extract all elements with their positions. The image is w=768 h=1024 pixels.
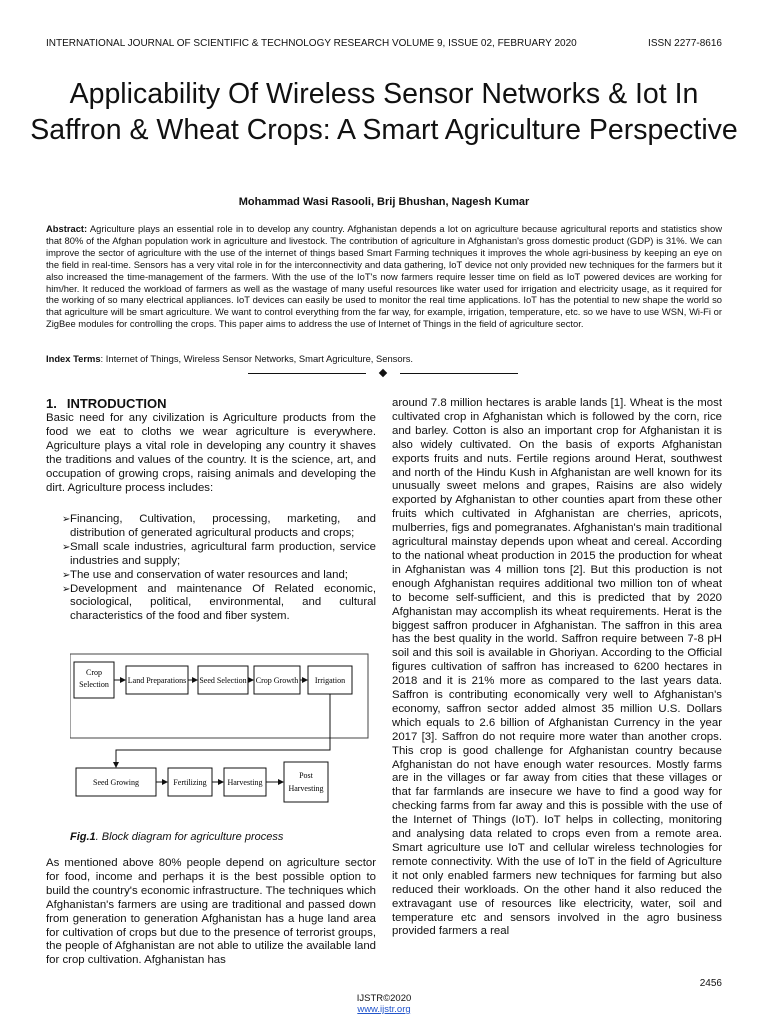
node-seed-growing (76, 768, 156, 796)
figure-caption-text: . Block diagram for agriculture process (95, 831, 284, 843)
svg-text:Post: Post (299, 771, 313, 780)
list-item: ➢ Small scale industries, agricultural farm production, service industries and supply; (62, 540, 376, 567)
abstract-label: Abstract: (46, 223, 88, 234)
section-heading (46, 396, 177, 411)
page-footer (0, 993, 768, 1015)
page-number: 2456 (699, 978, 722, 989)
arrow-bullet-icon: ➢ (62, 583, 71, 595)
svg-text:Harvesting: Harvesting (227, 778, 263, 787)
paper-title: Applicability Of Wireless Sensor Networks & Iot In Saffron & Wheat Crops: A Smart Agriculture Perspective (30, 78, 738, 146)
svg-text:Crop Growth: Crop Growth (255, 676, 299, 685)
journal-name: INTERNATIONAL JOURNAL OF SCIENTIFIC & TECHNOLOGY RESEARCH VOLUME 9, ISSUE 02, FEBRUARY 2020 (46, 38, 577, 49)
divider-line-right (400, 373, 518, 374)
node-irrigation (308, 666, 352, 694)
node-fertilizing (168, 768, 212, 796)
figure-label: Fig.1 (70, 831, 96, 843)
section-number: 1. (46, 396, 57, 411)
divider-line-left (248, 373, 366, 374)
abstract-text: Agriculture plays an essential role in to develop any country. Afghanistan depends a lot on agriculture because agricultural reports and statistics show that 80% of the Afghan population work in agriculture and livestock. The contribution of agriculture in Afghanistan's gross domestic product (GDP) is 31%. We can improve the sector of agriculture with the use of the internet of things based Smart Farming techniques it improves the whole agri-business by keeping an eye on the field in real-time. Sensors has a very vital role in for the interconnectivity and data gathering, IoT device not only provided new techniques for the farmers but it also increased the time-management of the farmers. With the use of the IoT's now farmers require lesser time on field as IoT powered devices are working for him/her. It reduced the workload of farmers as well as the wastage of many useful resources like water used for irrigation and electricity usage, as it required for the working of so many electrical appliances. IoT devices can easily be used to monitor the real time applications. IoT has the potential to new shape the world so that agriculture will be smart agriculture. We want to control everything from the far way, for example, irrigation, temperature, etc. so we have to use WSN, Wi-Fi or ZigBee modules for controlling the crops. This paper aims to address the use of Internet of Things in the field of agriculture sector. (46, 223, 722, 330)
right-column-text: around 7.8 million hectares is arable lands [1]. Wheat is the most cultivated crop in Afghanistan which is followed by the corn, rice and barley. Cotton is also an important crop for Afghanistan it is also widely cultivated. On the basis of exports Afghanistan exports fruits and nuts. Fertile regions around Herat, southwest and north of the Hindu Kush in Afghanistan are well known for its unusually sweet melons and grapes, Raisins are also widely exported by Afghanistan to other counties apart from these other fruits which cultivated in Afghanistan are cherries, apricots, mulberries, figs and pomegranates. Afghanistan's main traditional agricultural mainstay depends upon wheat and cereal. According to the national wheat production in 2015 the production for wheat in Afghanistan was 4 million tons [2]. But this production is not enough Afghanistan requires additional two million ton of wheat to become self-sufficient, and this is predicted that by 2020 Afghanistan may accomplish its wheat requirements. Herat is the biggest saffron producer in Afghanistan. The saffron in this area has the best quality in the world. Saffron require between 7-8 pH soil and this soil is available in Ghoriyan. According to the Official figures cultivation of saffron has increased to 6200 hectares in 2018 and it is 21% more as compared to the last years data. Saffron is contributing economically very well to Afghanistan's economy, saffron sector added almost 35 million U.S. Dollars which equals to 2.6 billion of Afghanistan Currency in the year 2017 [3]. Saffron do not require more water than another crops. This crop is good challenge for Afghanistan country because Afghanistan do not have enough water resources. Mostly farms are in the villages or far away from cities that these villages or that far farmlands are insecure we have to find a good way for checking farms from far away and this is possible with the use of the Internet of Things (IoT). IoT helps in collecting, monitoring and analysing data related to crops even from a remote area. Smart agriculture use IoT and cellular wireless technologies for remote connectivity. With the use of IoT in the field of Agriculture it not only enabled farmers new techniques for farming but also reduced their workloads. On the other hand it also reduced the extravagant use of resources like electricity, water, soil and temperature etc and sensors involved in the agro business provided farmers a real (392, 397, 722, 938)
index-terms-text: : Internet of Things, Wireless Sensor Networks, Smart Agriculture, Sensors. (100, 353, 413, 364)
list-item: ➢ Development and maintenance Of Related economic, sociological, political, environmental, and cultural characteristics of the food and fiber system. (62, 582, 376, 623)
abstract (46, 223, 722, 330)
arrow-bullet-icon: ➢ (62, 541, 71, 553)
divider-diamond-icon (379, 369, 387, 377)
svg-text:Seed Selection: Seed Selection (199, 676, 247, 685)
arrow-bullet-icon: ➢ (62, 569, 71, 581)
process-list (46, 513, 376, 624)
node-seed-selection (198, 666, 248, 694)
svg-text:Harvesting: Harvesting (288, 784, 324, 793)
section-title: INTRODUCTION (66, 396, 167, 411)
arrow-bullet-icon: ➢ (62, 514, 71, 525)
node-post-harvesting (284, 762, 328, 802)
index-terms-label: Index Terms (46, 353, 101, 364)
svg-text:Land Preparations: Land Preparations (127, 676, 187, 685)
section-divider (0, 368, 768, 380)
figure-caption (70, 831, 283, 843)
svg-text:Irrigation: Irrigation (314, 676, 346, 685)
svg-text:Fertilizing: Fertilizing (173, 778, 207, 787)
svg-text:Crop: Crop (86, 668, 102, 677)
index-terms (46, 353, 722, 364)
list-item: ➢ Financing, Cultivation, processing, marketing, and distribution of generated agricultural products and crops; (62, 513, 376, 539)
svg-text:Selection: Selection (79, 680, 109, 689)
issn: ISSN 2277-8616 (648, 38, 722, 49)
journal-url-link[interactable]: www.ijstr.org (357, 1004, 411, 1015)
node-land-preparations (126, 666, 188, 694)
list-item: ➢ The use and conservation of water resources and land; (62, 568, 348, 581)
node-crop-selection (74, 662, 114, 698)
body-paragraph-2: As mentioned above 80% people depend on agriculture sector for food, income and perhaps it is the best possible option to build the country's economic infrastructure. The techniques which Afghanistan's farmers are using are traditional and passed down from generation to generation Afghanistan has a huge land area for cultivation of crops but due to the presence of terrorist groups, the people of Afghanistan are not able to utilize the available land for crop cultivation. Afghanistan has (46, 857, 376, 967)
svg-text:Seed Growing: Seed Growing (93, 778, 139, 787)
node-crop-growth (254, 666, 300, 694)
authors: Mohammad Wasi Rasooli, Brij Bhushan, Nagesh Kumar (238, 196, 530, 208)
node-harvesting (224, 768, 266, 796)
agriculture-process-diagram (70, 652, 370, 812)
copyright: IJSTR©2020 (356, 993, 412, 1004)
intro-paragraph: Basic need for any civilization is Agriculture products from the food we eat to cloths we wear agriculture is everywhere. Agriculture plays a vital role in developing any country it shaves the traditions and values of the country. It is the science, art, and occupation of growing crops, raising animals and developing the dirt. Agriculture process includes: (46, 412, 376, 494)
